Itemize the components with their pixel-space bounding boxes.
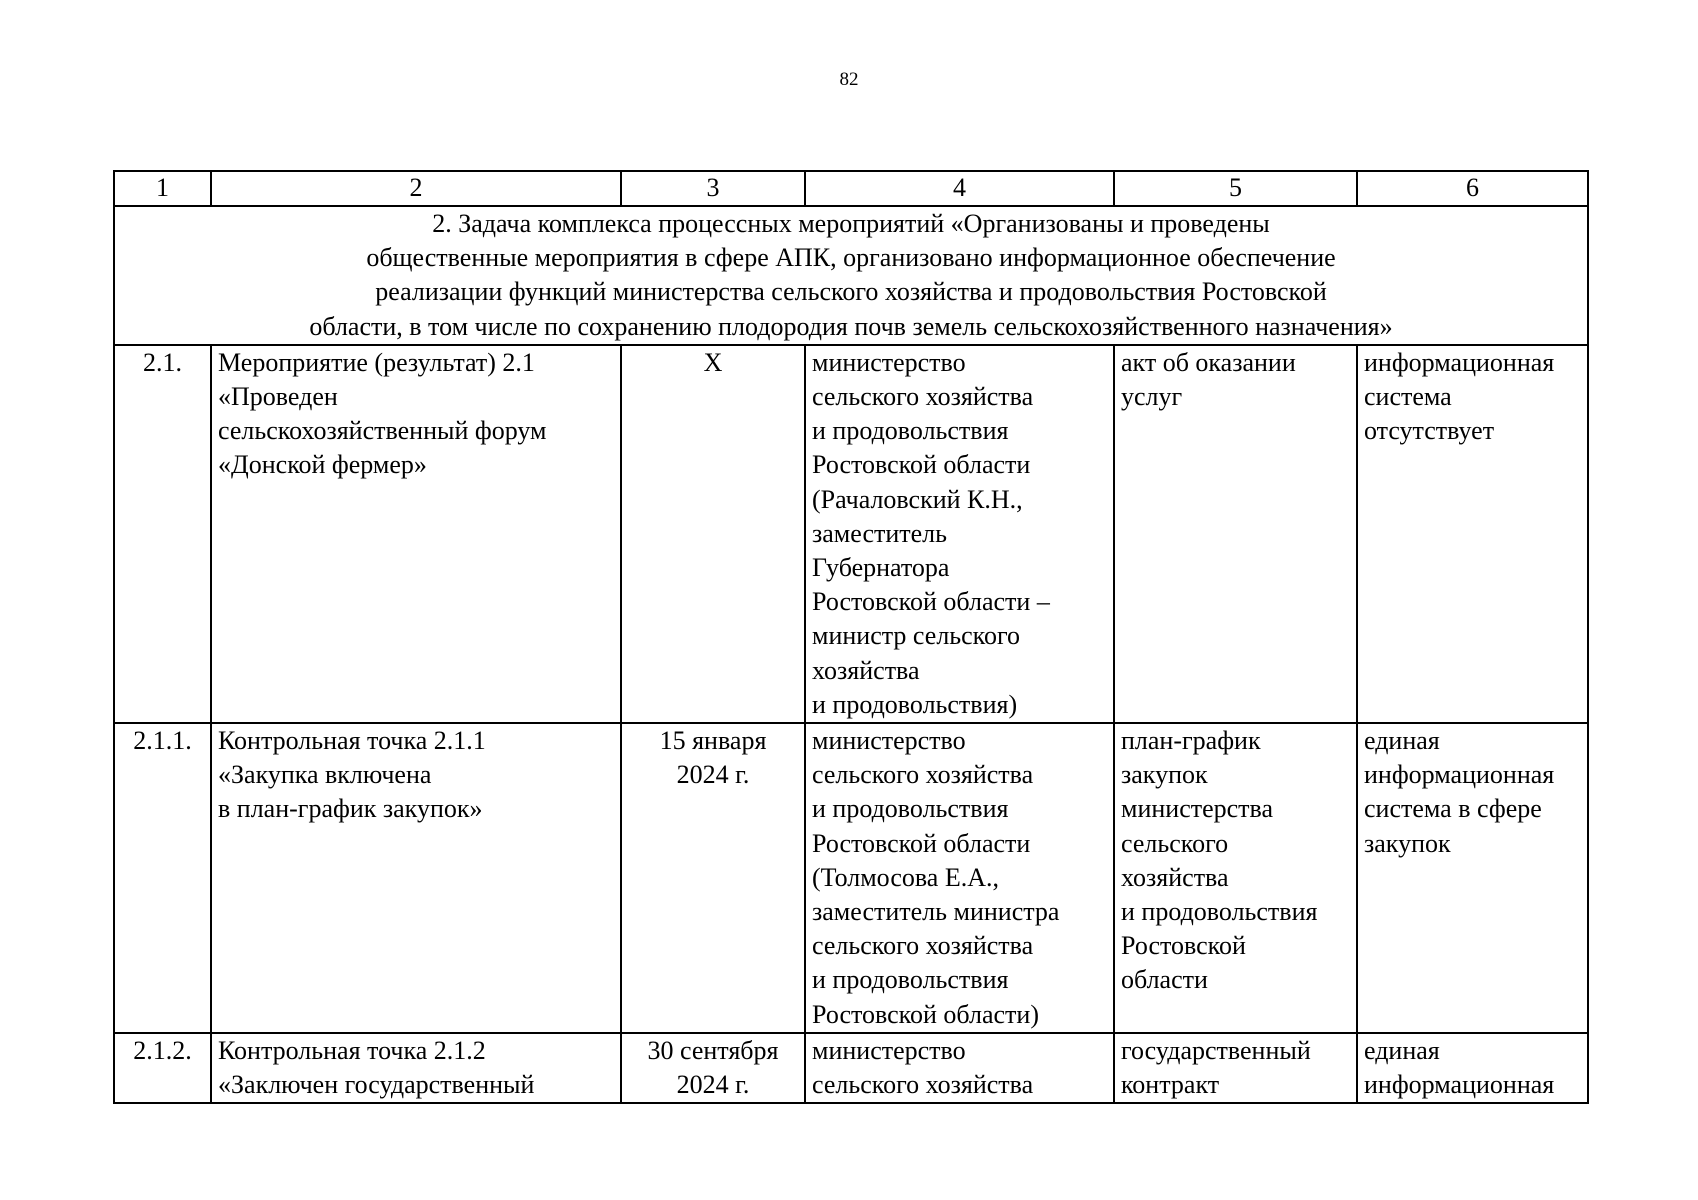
row-number: 2.1.2. [114,1033,211,1103]
activity-name: Контрольная точка 2.1.2 «Заключен государственный [211,1033,621,1103]
information-system: информационная система отсутствует [1357,345,1588,723]
activity-name: Контрольная точка 2.1.1 «Закупка включена в план-график закупок» [211,723,621,1033]
information-system: единая информационная [1357,1033,1588,1103]
confirming-document: план-график закупок министерства сельского хозяйства и продовольствия Ростовской области [1114,723,1357,1033]
confirming-document: государственный контракт [1114,1033,1357,1103]
task-title: 2. Задача комплекса процессных мероприятий «Организованы и проведены общественные мероприятия в сфере АПК, организовано информационное обеспечение реализации функций министерства сельского хозяйства и продовольствия Ростовской области, в том числе по сохранению плодородия почв земель сельскохозяйственного назначения» [114,206,1588,345]
responsible-executor: министерство сельского хозяйства и продовольствия Ростовской области (Толмосова Е.А., заместитель министра сельского хозяйства и продовольствия Ростовской области) [805,723,1114,1033]
page-number: 82 [839,69,859,90]
column-number: 6 [1357,171,1588,206]
information-system: единая информационная система в сфере закупок [1357,723,1588,1033]
column-number-row [114,171,1588,206]
activity-date: 30 сентября 2024 г. [621,1033,805,1103]
row-number: 2.1. [114,345,211,723]
task-heading-row [114,206,1588,345]
column-number: 3 [621,171,805,206]
table-row [114,1033,1588,1103]
column-number: 5 [1114,171,1357,206]
activities-table [113,170,1589,1104]
activity-name: Мероприятие (результат) 2.1 «Проведен сельскохозяйственный форум «Донской фермер» [211,345,621,723]
column-number: 1 [114,171,211,206]
column-number: 4 [805,171,1114,206]
activity-date: Х [621,345,805,723]
table-row [114,723,1588,1033]
confirming-document: акт об оказании услуг [1114,345,1357,723]
row-number: 2.1.1. [114,723,211,1033]
responsible-executor: министерство сельского хозяйства и продовольствия Ростовской области (Рачаловский К.Н., заместитель Губернатора Ростовской области – министр сельского хозяйства и продовольствия) [805,345,1114,723]
activity-date: 15 января 2024 г. [621,723,805,1033]
responsible-executor: министерство сельского хозяйства [805,1033,1114,1103]
table-row [114,345,1588,723]
column-number: 2 [211,171,621,206]
